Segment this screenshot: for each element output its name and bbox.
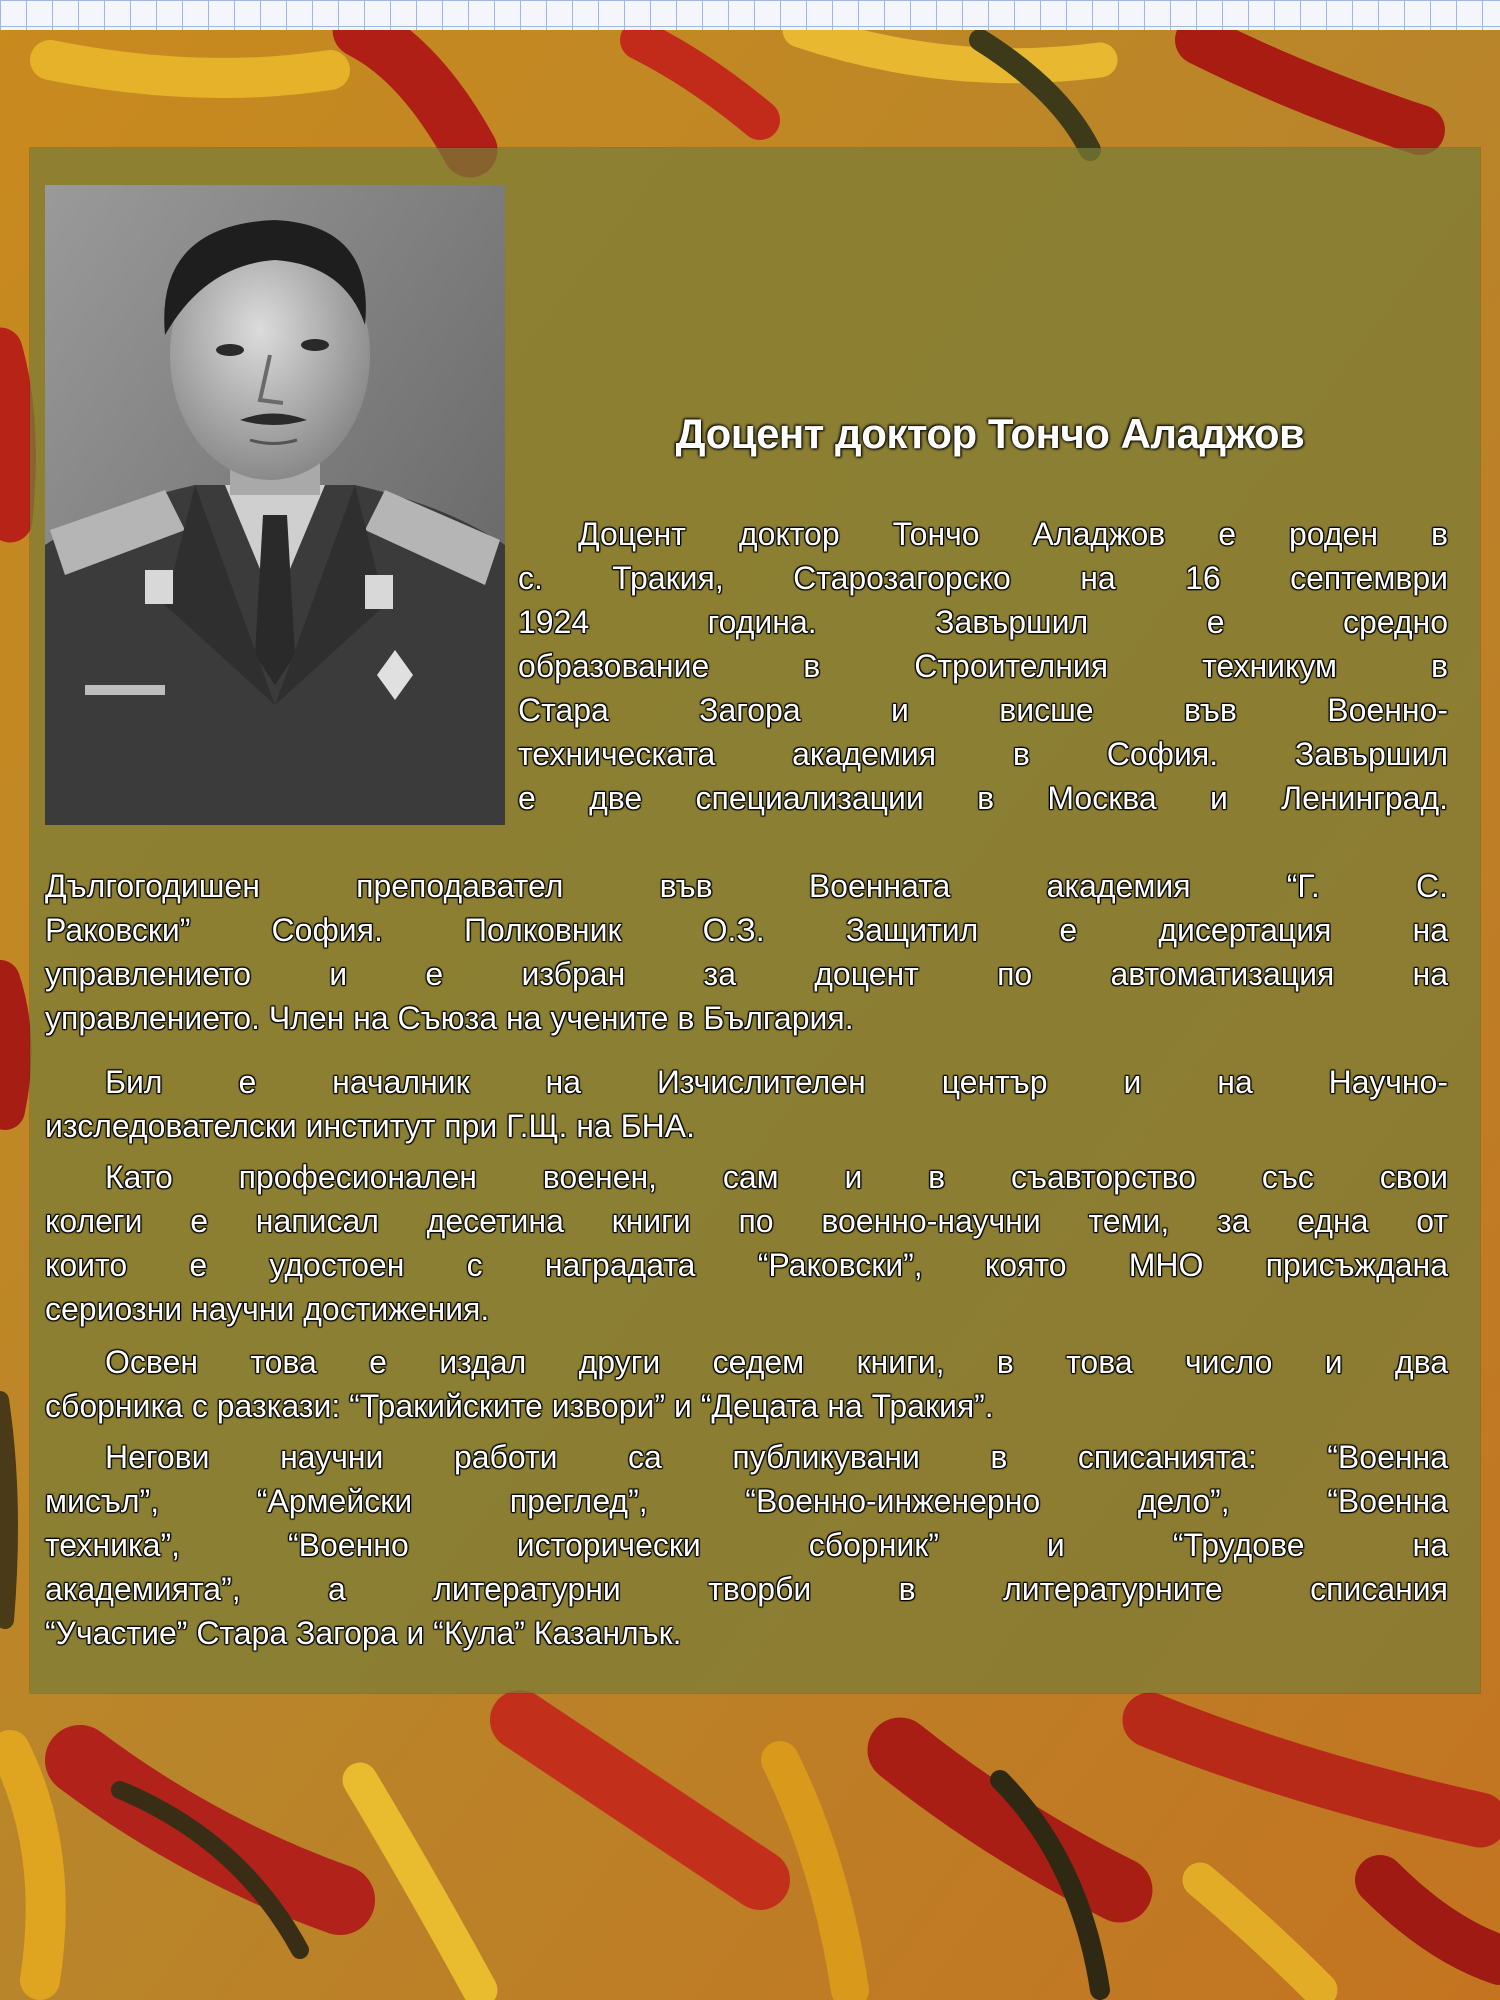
text-line: 1924 година. Завършил е средно: [518, 604, 1448, 640]
text-line: Като професионален военен, сам и в съавторство със свои: [105, 1159, 1448, 1195]
text-line: академията”, а литературни творби в литературните списания: [45, 1571, 1448, 1607]
text-line: техническата академия в София. Завършил: [518, 736, 1448, 772]
text-line: образование в Строителния техникум в: [518, 648, 1448, 684]
text-line: управлението. Член на Съюза на учените в България.: [45, 1000, 854, 1036]
text-line: Освен това е издал други седем книги, в това число и два: [105, 1344, 1448, 1380]
text-line: е две специализации в Москва и Ленинград.: [518, 780, 1448, 816]
text-line: сериозни научни достижения.: [45, 1291, 490, 1327]
article-title: Доцент доктор Тончо Аладжов: [675, 410, 1305, 457]
paragraph-intro: [518, 512, 1448, 820]
text-line: сборника с разкази: “Тракийските извори” и “Децата на Тракия”.: [45, 1388, 994, 1424]
text-line: Стара Загора и висше във Военно-: [518, 692, 1448, 728]
text-line: управлението и е избран за доцент по автоматизация на: [45, 956, 1448, 992]
paragraph-other-books: [45, 1340, 1448, 1428]
paragraph-intro-continued: [45, 864, 1448, 1040]
text-line: с. Тракия, Старозагорско на 16 септември: [518, 560, 1448, 596]
text-line: колеги е написал десетина книги по военно-научни теми, за една от: [45, 1203, 1448, 1239]
portrait-photo: [45, 185, 505, 825]
text-line: техника”, “Военно исторически сборник” и “Трудове на: [45, 1527, 1448, 1563]
text-line: Доцент доктор Тончо Аладжов е роден в: [578, 516, 1448, 552]
text-line: “Участие” Стара Загора и “Кула” Казанлък.: [45, 1615, 682, 1651]
text-line: Раковски” София. Полковник О.З. Защитил е дисертация на: [45, 912, 1448, 948]
text-line: мисъл”, “Армейски преглед”, “Военно-инженерно дело”, “Военна: [45, 1483, 1448, 1519]
text-line: Негови научни работи са публикувани в списанията: “Военна: [105, 1439, 1448, 1475]
graph-paper-edge: [0, 0, 1500, 30]
text-line: които е удостоен с наградата “Раковски”, която МНО присъждана: [45, 1247, 1448, 1283]
paragraph-career: [45, 1060, 1448, 1148]
paragraph-books: [45, 1155, 1448, 1331]
text-line: Дългогодишен преподавател във Военната академия “Г. С.: [45, 868, 1448, 904]
text-line: Бил е началник на Изчислителен център и на Научно-: [105, 1064, 1448, 1100]
text-line: изследователски институт при Г.Щ. на БНА.: [45, 1108, 695, 1144]
paragraph-publications: [45, 1435, 1448, 1655]
